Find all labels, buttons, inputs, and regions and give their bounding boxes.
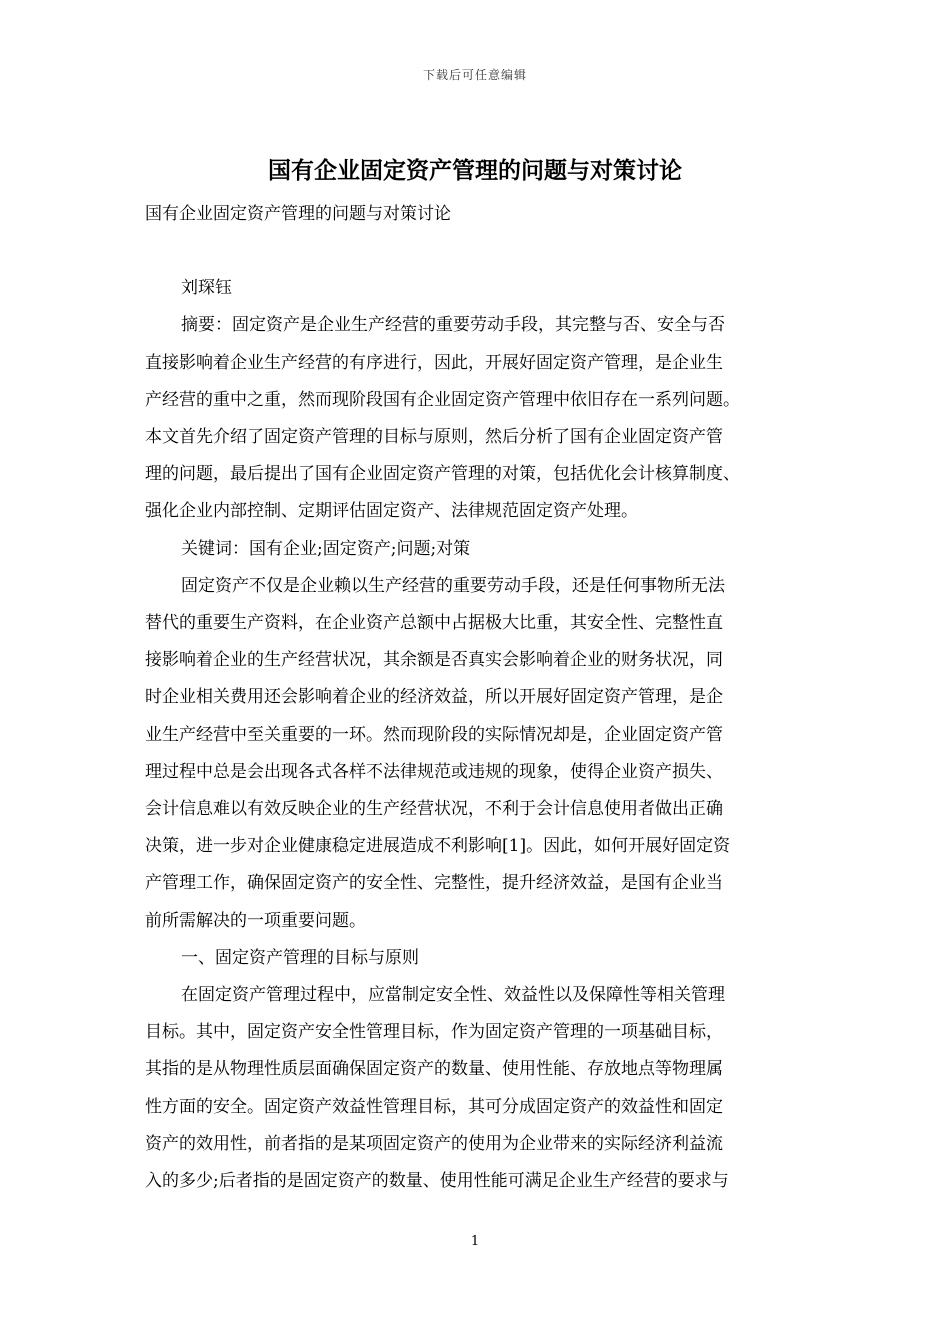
paragraph-line: 目标。其中，固定资产安全性管理目标，作为固定资产管理的一项基础目标，	[145, 1022, 723, 1043]
paragraph-line: 前所需解决的一项重要问题。	[145, 910, 366, 931]
paragraph-line: 其指的是从物理性质层面确保固定资产的数量、使用性能、存放地点等物理属	[145, 1059, 723, 1080]
paragraph-line: 资产的效用性，前者指的是某项固定资产的使用为企业带来的实际经济利益流	[145, 1133, 723, 1154]
paragraph-line: 时企业相关费用还会影响着企业的经济效益，所以开展好固定资产管理，是企	[145, 687, 723, 708]
page-header: 下载后可任意编辑	[422, 68, 527, 82]
paragraph-line: 接影响着企业的生产经营状况，其余额是否真实会影响着企业的财务状况，同	[145, 650, 723, 671]
section-heading: 一、固定资产管理的目标与原则	[181, 947, 419, 968]
document-title: 国有企业固定资产管理的问题与对策讨论	[268, 158, 682, 184]
intro-paragraph	[145, 568, 817, 940]
paragraph-line: 产管理工作，确保固定资产的安全性、完整性，提升经济效益，是国有企业当	[145, 873, 723, 894]
author: 刘琛钰	[181, 278, 232, 299]
page-number: 1	[470, 1234, 480, 1249]
abstract-line: 产经营的重中之重，然而现阶段国有企业固定资产管理中依旧存在一系列问题。	[145, 389, 740, 410]
paragraph-line: 理过程中总是会出现各式各样不法律规范或违规的现象，使得企业资产损失、	[145, 761, 723, 782]
paragraph-line: 业生产经营中至关重要的一环。然而现阶段的实际情况却是，企业固定资产管	[145, 724, 723, 745]
abstract-line: 直接影响着企业生产经营的有序进行，因此，开展好固定资产管理，是企业生	[145, 352, 723, 373]
blank-line	[145, 233, 817, 270]
paragraph-line: 在固定资产管理过程中，应當制定安全性、效益性以及保障性等相关管理	[181, 985, 725, 1006]
keywords: 关键词：国有企业;固定资产;问题;对策	[181, 538, 471, 559]
paragraph-line: 入的多少;后者指的是固定资产的数量、使用性能可满足企业生产经营的要求与	[145, 1171, 729, 1192]
paragraph-line: 会计信息难以有效反映企业的生产经营状况，不利于会计信息使用者做出正确	[145, 799, 723, 820]
subtitle: 国有企业固定资产管理的问题与对策讨论	[145, 204, 451, 224]
paragraph-line: 决策，进一步对企业健康稳定进展造成不利影响[1]。因此，如何开展好固定资	[145, 836, 731, 857]
paragraph-line: 性方面的安全。固定资产效益性管理目标，其可分成固定资产的效益性和固定	[145, 1096, 723, 1117]
document-body	[145, 196, 817, 1200]
abstract-line: 理的问题，最后提出了国有企业固定资产管理的对策，包括优化会计核算制度、	[145, 464, 740, 485]
abstract	[145, 307, 817, 530]
abstract-line: 摘要：固定资产是企业生产经营的重要劳动手段，其完整与否、安全与否	[181, 315, 725, 336]
abstract-line: 强化企业内部控制、定期评估固定资产、法律规范固定资产处理。	[145, 501, 638, 522]
paragraph-line: 替代的重要生产资料，在企业资产总额中占据极大比重，其安全性、完整性直	[145, 613, 723, 634]
abstract-line: 本文首先介绍了固定资产管理的目标与原则，然后分析了国有企业固定资产管	[145, 427, 723, 448]
paragraph-line: 固定资产不仅是企业赖以生产经营的重要劳动手段，还是任何事物所无法	[181, 575, 725, 596]
section1-paragraph	[145, 977, 817, 1200]
